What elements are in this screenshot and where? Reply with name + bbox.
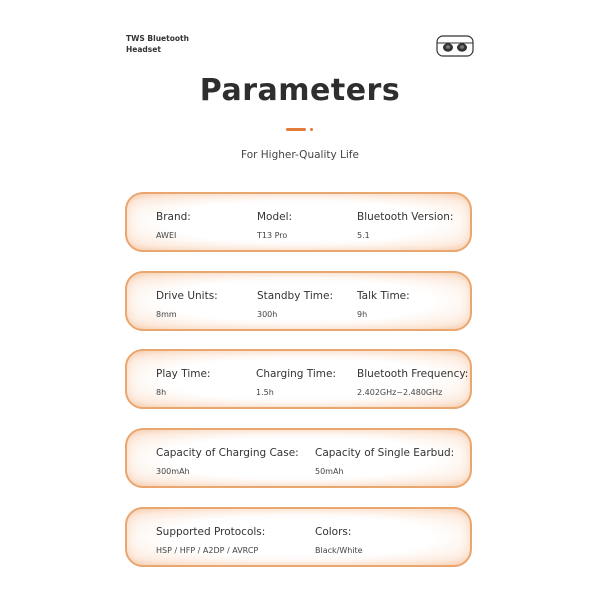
spec-value: 2.402GHz~2.480GHz <box>357 388 443 397</box>
spec-card-4 <box>125 428 472 488</box>
spec-card-1 <box>125 192 472 252</box>
spec-label: Bluetooth Version: <box>357 211 454 223</box>
spec-label: Drive Units: <box>156 290 218 302</box>
spec-value: 300mAh <box>156 467 190 476</box>
spec-card-3 <box>125 349 472 409</box>
spec-label: Supported Protocols: <box>156 526 266 538</box>
spec-label: Capacity of Single Earbud: <box>315 447 455 459</box>
spec-value: 5.1 <box>357 231 370 240</box>
spec-card-5 <box>125 507 472 567</box>
spec-value: AWEI <box>156 231 177 240</box>
spec-label: Brand: <box>156 211 191 223</box>
spec-label: Talk Time: <box>357 290 410 302</box>
spec-card-2 <box>125 271 472 331</box>
spec-value: 8mm <box>156 310 177 319</box>
earbuds-case-icon <box>436 35 474 57</box>
spec-value: HSP / HFP / A2DP / AVRCP <box>156 546 259 555</box>
page-title: Parameters <box>199 73 401 108</box>
spec-value: 9h <box>357 310 368 319</box>
spec-value: 8h <box>156 388 167 397</box>
spec-label: Model: <box>257 211 293 223</box>
spec-label: Standby Time: <box>257 290 333 302</box>
spec-label: Capacity of Charging Case: <box>156 447 299 459</box>
spec-label: Play Time: <box>156 368 211 380</box>
spec-value: 50mAh <box>315 467 344 476</box>
spec-label: Colors: <box>315 526 352 538</box>
accent-bar <box>286 128 306 131</box>
spec-value: T13 Pro <box>257 231 288 240</box>
spec-value: 1.5h <box>256 388 274 397</box>
spec-label: Charging Time: <box>256 368 337 380</box>
spec-label: Bluetooth Frequency: <box>357 368 469 380</box>
spec-value: Black/White <box>315 546 363 555</box>
spec-value: 300h <box>257 310 278 319</box>
brand-line-2: Headset <box>126 45 161 54</box>
accent-dot <box>310 128 313 131</box>
page-subtitle: For Higher-Quality Life <box>241 149 359 161</box>
brand-line-1: TWS Bluetooth <box>126 34 189 43</box>
brand-block <box>126 33 189 55</box>
